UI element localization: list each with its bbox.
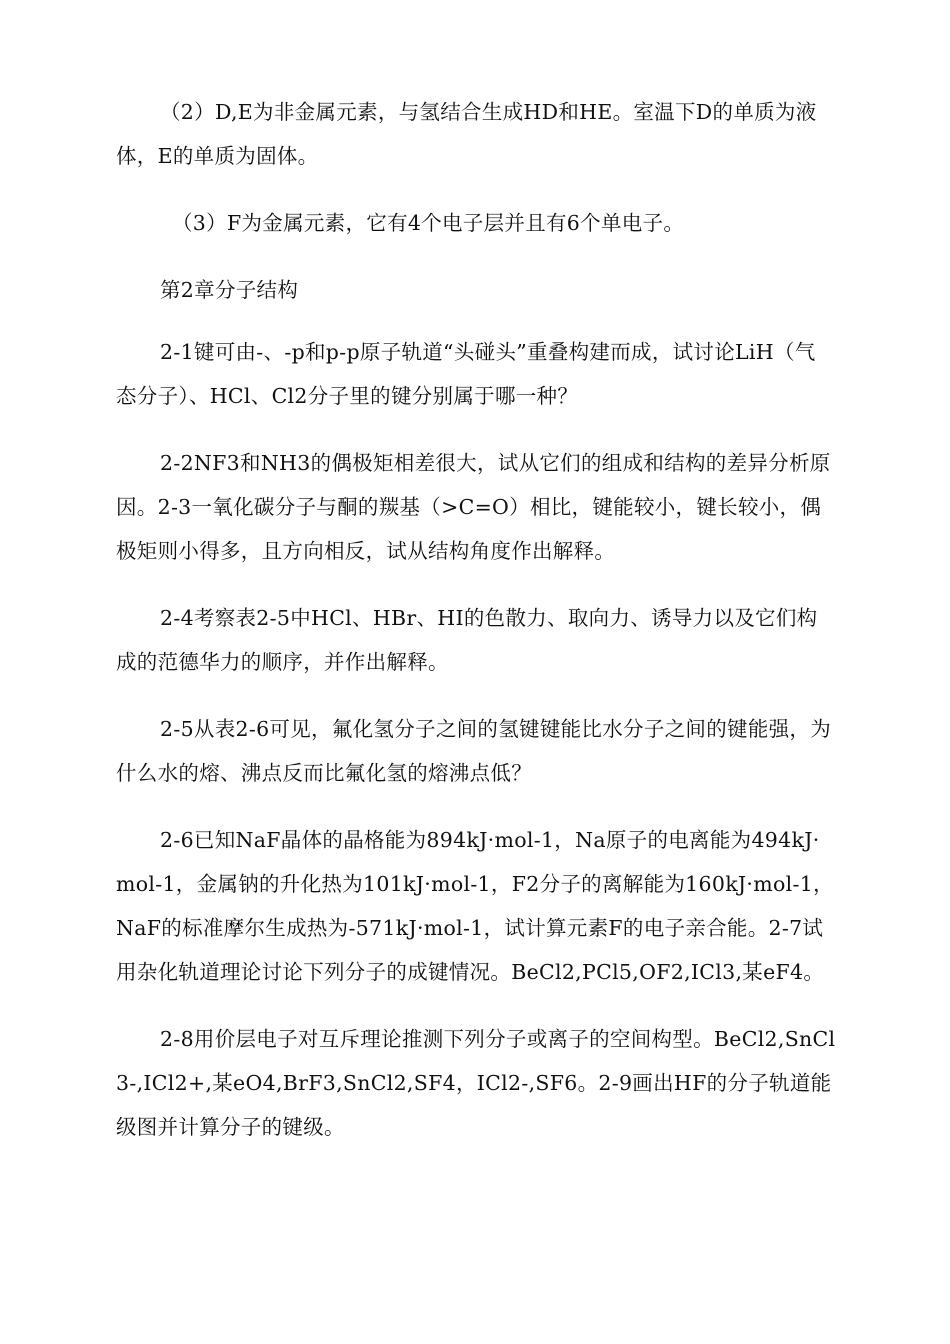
question-2-2-2-3: 2-2NF3和NH3的偶极矩相差很大，试从它们的组成和结构的差异分析原因。2-3一氧化碳分子与酮的羰基（>C=O）相比，键能较小，键长较小，偶极矩则小得多，且方向相反，试从结构角度作出解释。 bbox=[116, 451, 831, 563]
paragraph-item-2: （2）D,E为非金属元素，与氢结合生成HD和HE。室温下D的单质为液体，E的单质为固体。 bbox=[116, 100, 817, 168]
question-2-6-2-7: 2-6已知NaF晶体的晶格能为894kJ·mol-1，Na原子的电离能为494kJ·mol-1，金属钠的升化热为101kJ·mol-1，F2分子的离解能为160kJ·mol-1，NaF的标准摩尔生成热为-571kJ·mol-1，试计算元素F的电子亲合能。2-7试用杂化轨道理论讨论下列分子的成键情况。BeCl2,PCl5,OF2,ICl3,某eF4。 bbox=[116, 828, 834, 984]
paragraph-item-3: （3）F为金属元素，它有4个电子层并且有6个单电子。 bbox=[172, 211, 685, 235]
document-body bbox=[116, 90, 836, 1172]
chapter-heading: 第2章分子结构 bbox=[160, 278, 299, 302]
question-2-5: 2-5从表2-6可见，氟化氢分子之间的氢键键能比水分子之间的键能强，为什么水的熔、沸点反而比氟化氢的熔沸点低？ bbox=[116, 717, 832, 785]
question-2-8-2-9: 2-8用价层电子对互斥理论推测下列分子或离子的空间构型。BeCl2,SnCl3-,ICl2+,某eO4,BrF3,SnCl2,SF4，ICl2-,SF6。2-9画出HF的分子轨道能级图并计算分子的键级。 bbox=[116, 1027, 836, 1139]
question-2-4: 2-4考察表2-5中HCl、HBr、HI的色散力、取向力、诱导力以及它们构成的范德华力的顺序，并作出解释。 bbox=[116, 606, 818, 674]
question-2-1: 2-1键可由-、-p和p-p原子轨道“头碰头”重叠构建而成，试讨论LiH（气态分子）、HCl、Cl2分子里的键分别属于哪一种？ bbox=[116, 340, 816, 408]
